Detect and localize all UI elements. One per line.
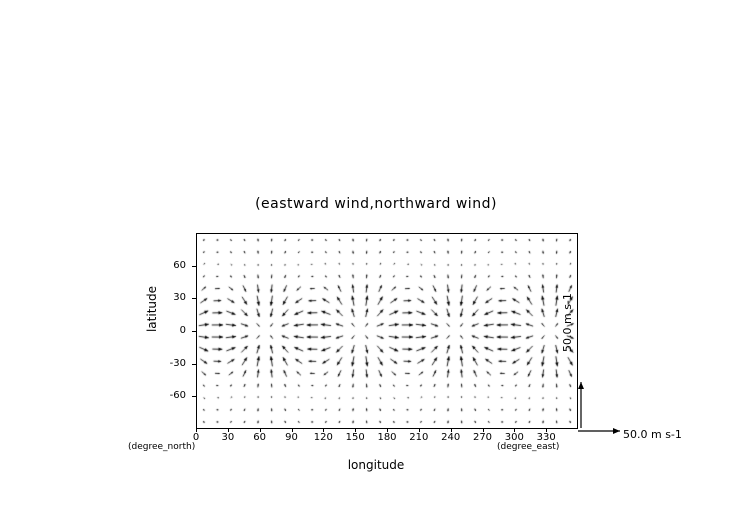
x-axis-units: (degree_east)	[497, 442, 560, 452]
y-tick-label: -60	[169, 390, 186, 402]
y-tick-mark	[192, 331, 196, 332]
y-tick-label: 0	[179, 325, 186, 336]
y-tick-label: 60	[173, 259, 186, 271]
y-tick-mark	[192, 396, 196, 397]
reference-vector-horizontal-label: 50.0 m s-1	[623, 428, 682, 441]
x-tick-label: 300	[504, 432, 524, 443]
chart-title: (eastward wind,northward wind)	[255, 196, 497, 212]
x-tick-label: 90	[285, 432, 298, 443]
x-tick-label: 60	[253, 432, 267, 443]
x-tick-label: 330	[536, 432, 556, 443]
x-tick-label: 150	[345, 432, 365, 443]
x-tick-label: 210	[409, 432, 429, 443]
x-tick-label: 30	[221, 432, 235, 443]
x-tick-label: 270	[472, 432, 493, 443]
wind-vector-field	[197, 234, 577, 428]
x-tick-label: 240	[441, 432, 461, 443]
x-tick-label: 120	[313, 432, 333, 443]
y-tick-label: 30	[173, 292, 186, 304]
x-tick-label: 0	[192, 432, 200, 443]
y-tick-mark	[192, 298, 196, 299]
y-tick-mark	[192, 266, 196, 267]
y-tick-label: -30	[169, 357, 186, 369]
y-axis-units: (degree_north)	[128, 442, 196, 452]
x-axis-label: longitude	[347, 458, 405, 472]
x-tick-label: 180	[377, 432, 397, 443]
y-axis-label: latitude	[145, 285, 159, 333]
plot-area	[196, 233, 578, 429]
reference-vector-vertical-label: 50.0 m s-1	[561, 293, 574, 352]
reference-vector-vertical-arrow	[574, 366, 588, 428]
y-tick-mark	[192, 364, 196, 365]
